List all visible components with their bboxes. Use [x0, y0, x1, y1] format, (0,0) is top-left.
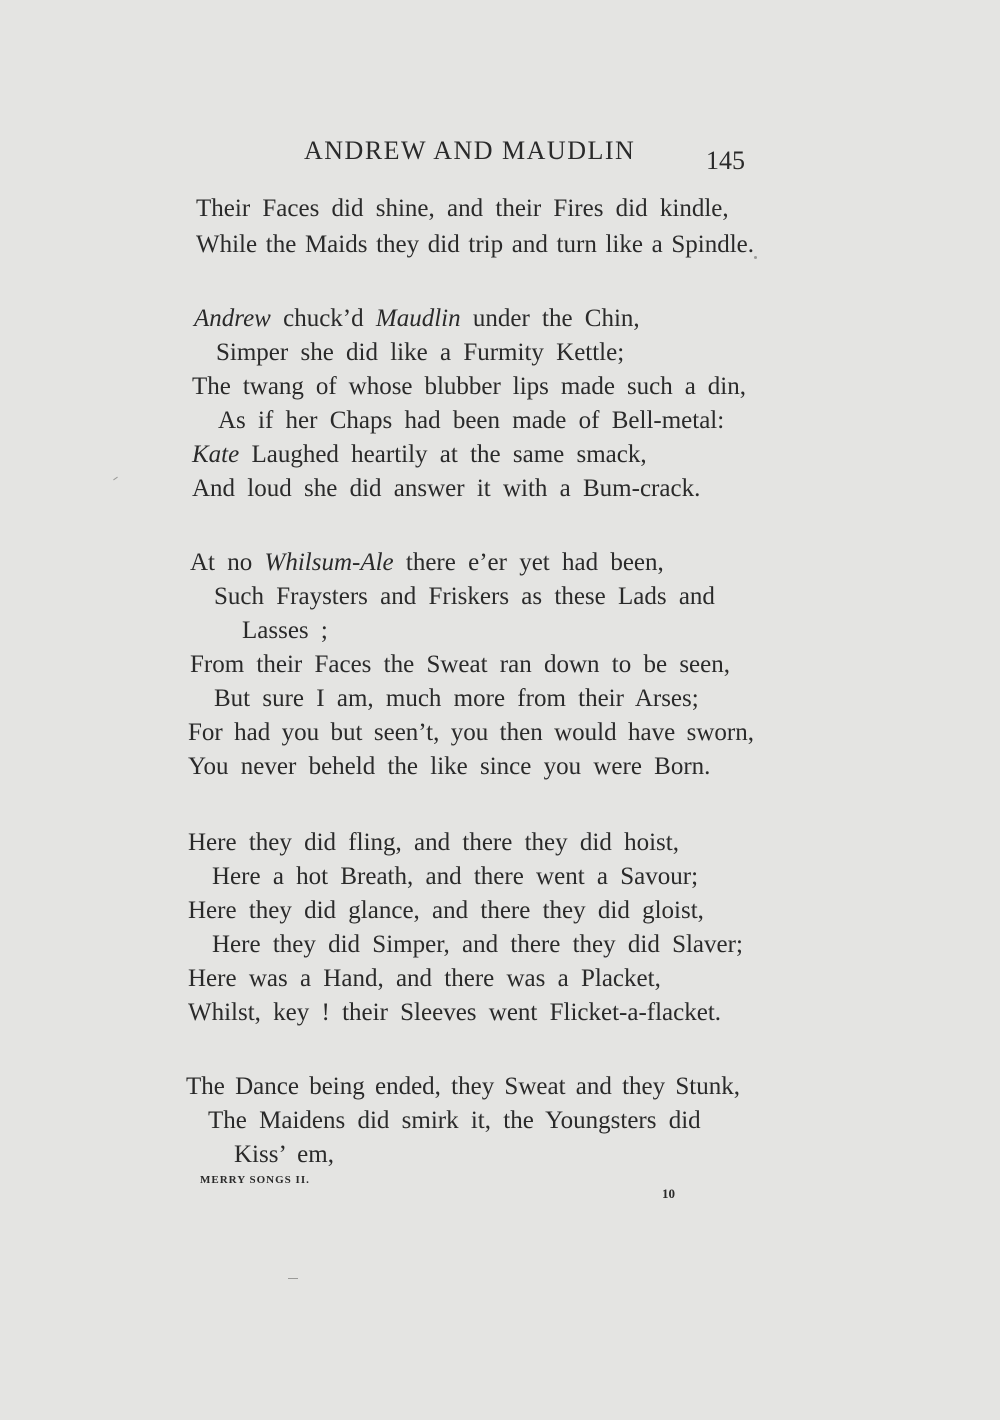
verse-line — [214, 584, 715, 609]
verse-line — [218, 408, 724, 433]
verse-line — [188, 898, 704, 923]
verse-text: Here a hot Breath, and there went a Savour; — [212, 863, 699, 890]
verse-line — [242, 618, 328, 643]
running-title: ANDREW AND MAUDLIN — [304, 136, 636, 165]
verse-line — [194, 306, 640, 331]
paper-speck — [113, 477, 118, 481]
verse-text: You never beheld the like since you were Born. — [188, 753, 711, 780]
verse-text: For had you but seen’t, you then would have sworn, — [188, 719, 754, 746]
verse-text: Here they did fling, and there they did hoist, — [188, 829, 679, 856]
verse-text: Such Fraysters and Friskers as these Lads and — [214, 583, 715, 610]
paper-speck — [288, 1278, 298, 1279]
verse-line — [212, 864, 698, 889]
verse-text: While the Maids they did trip and turn like a Spindle. — [196, 231, 755, 258]
verse-line — [188, 720, 754, 745]
verse-line — [188, 966, 661, 991]
italic-name: Andrew — [194, 305, 271, 332]
italic-name: Kate — [192, 441, 240, 468]
page-number: 145 — [706, 146, 745, 175]
verse-line — [208, 1108, 701, 1133]
verse-text: Kiss’ em, — [234, 1141, 334, 1168]
verse-text: Their Faces did shine, and their Fires did kindle, — [196, 195, 729, 222]
verse-text: At no — [190, 549, 265, 576]
verse-text: Here they did Simper, and there they did Slaver; — [212, 931, 743, 958]
sheet-number: 10 — [662, 1186, 675, 1201]
verse-text: The Maidens did smirk it, the Youngsters did — [208, 1107, 701, 1134]
paper-speck — [754, 256, 757, 259]
verse-line — [188, 830, 679, 855]
verse-text: The Dance being ended, they Sweat and they Stunk, — [186, 1073, 740, 1100]
verse-line — [190, 652, 730, 677]
verse-line — [192, 374, 746, 399]
verse-line — [196, 232, 754, 257]
verse-text: From their Faces the Sweat ran down to be seen, — [190, 651, 730, 678]
verse-line — [190, 550, 664, 575]
verse-text: Here was a Hand, and there was a Placket, — [188, 965, 661, 992]
verse-text: there e’er yet had been, — [393, 549, 664, 576]
verse-text: But sure I am, much more from their Arses; — [214, 685, 699, 712]
verse-line — [214, 686, 699, 711]
verse-text: Laughed heartily at the same smack, — [239, 441, 647, 468]
verse-line — [212, 932, 743, 957]
verse-text: Here they did glance, and there they did gloist, — [188, 897, 704, 924]
verse-line — [216, 340, 624, 365]
verse-text: Whilst, key ! their Sleeves went Flicket-a-flacket. — [188, 999, 722, 1026]
italic-name: Whilsum-Ale — [264, 549, 394, 576]
verse-line — [234, 1142, 334, 1167]
verse-line — [192, 476, 700, 501]
verse-line — [196, 196, 729, 221]
verse-line — [192, 442, 647, 467]
verse-line — [188, 1000, 721, 1025]
verse-text: And loud she did answer it with a Bum-crack. — [192, 475, 701, 502]
verse-line — [186, 1074, 740, 1099]
verse-text: Simper she did like a Furmity Kettle; — [216, 339, 625, 366]
verse-line — [188, 754, 710, 779]
verse-text: As if her Chaps had been made of Bell-metal: — [218, 407, 725, 434]
verse-text: Lasses ; — [242, 617, 328, 644]
italic-name: Maudlin — [375, 305, 461, 332]
verse-text: under the Chin, — [460, 305, 640, 332]
verse-text: The twang of whose blubber lips made such a din, — [192, 373, 746, 400]
verse-text: chuck’d — [270, 305, 376, 332]
signature-mark: MERRY SONGS II. — [200, 1174, 310, 1186]
